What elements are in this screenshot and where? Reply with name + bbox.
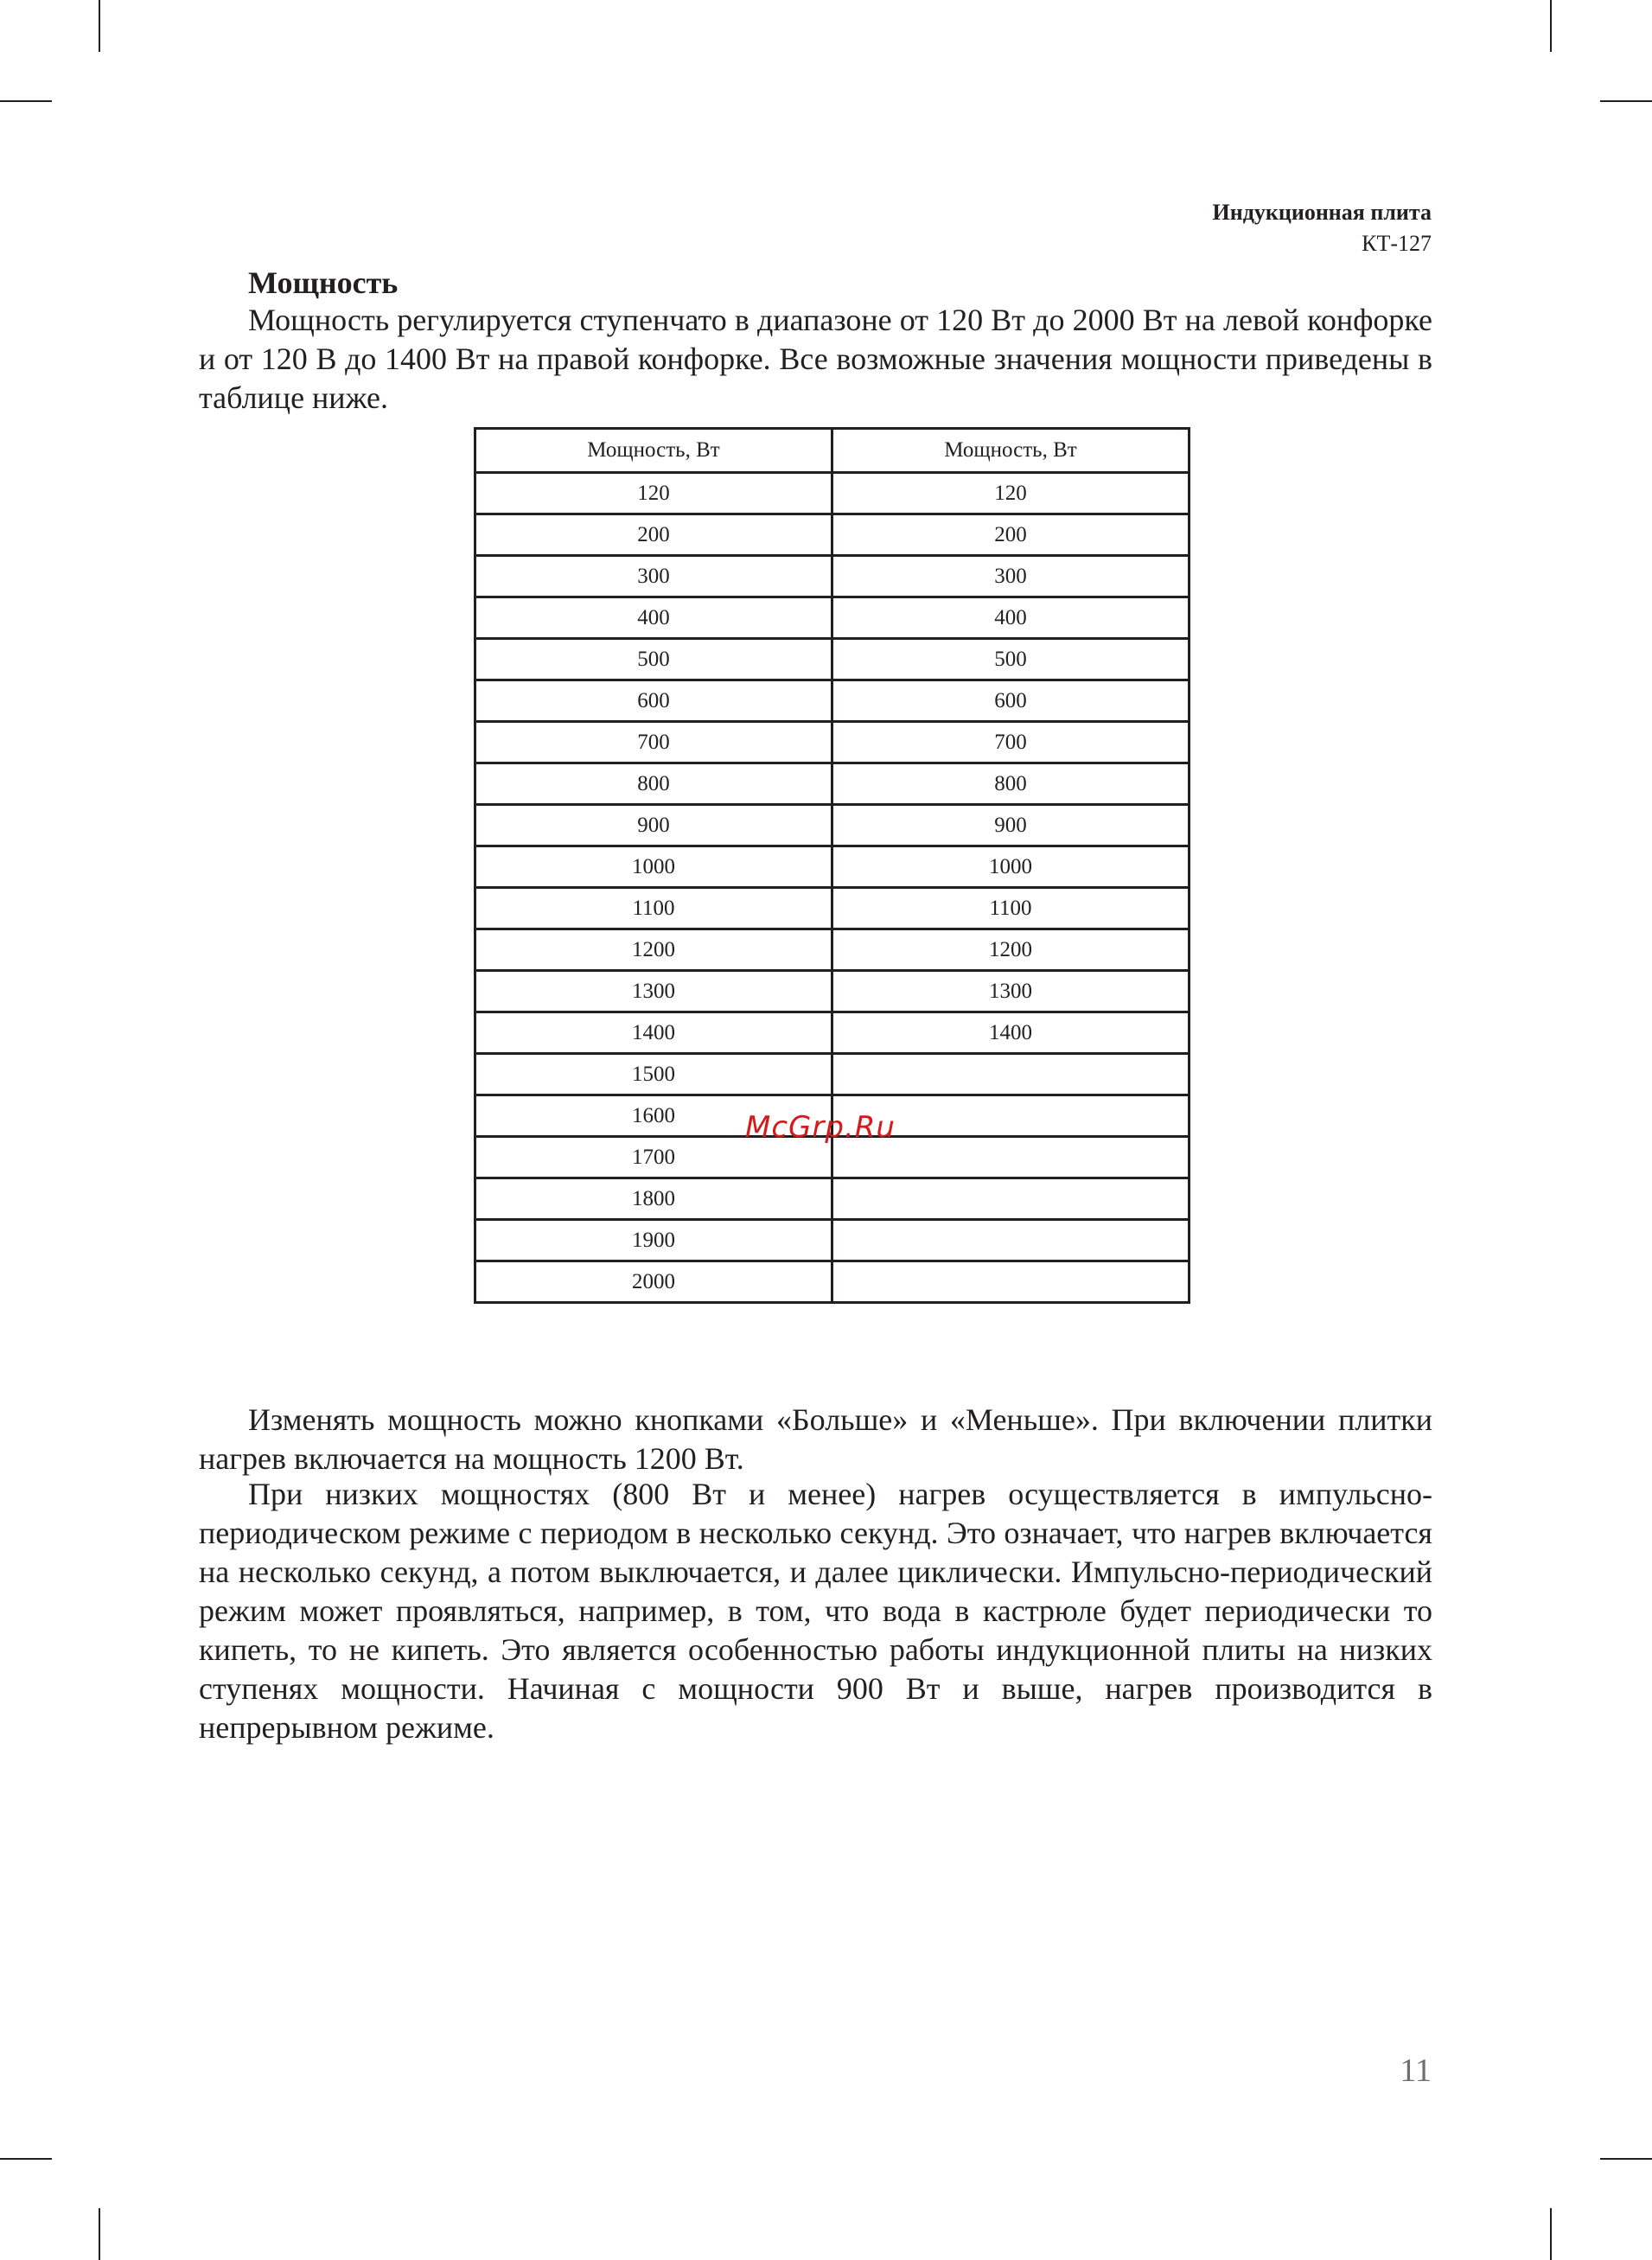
right-burner-power-cell: 700 [832,722,1190,763]
right-burner-power-cell: 500 [832,639,1190,680]
table-row [475,639,1190,680]
crop-mark [1550,0,1552,52]
crop-mark [99,2208,100,2260]
table-row [475,888,1190,929]
table-row [475,1012,1190,1054]
table-row [475,1054,1190,1095]
left-burner-power-cell: 300 [475,556,832,597]
left-burner-power-cell: 1700 [475,1137,832,1178]
right-burner-power-cell: 900 [832,805,1190,846]
crop-mark [1600,100,1652,102]
right-burner-power-cell: 300 [832,556,1190,597]
right-burner-power-cell: 400 [832,597,1190,639]
left-burner-power-cell: 1200 [475,929,832,971]
buttons-paragraph: Изменять мощность можно кнопками «Больше» и «Меньше». При включении плитки нагрев включается на мощность 1200 Вт. [199,1402,1432,1476]
crop-mark [99,0,100,52]
left-burner-power-cell: 1800 [475,1178,832,1220]
left-burner-power-cell: 400 [475,597,832,639]
table-row [475,680,1190,722]
running-header [1213,197,1432,259]
left-burner-power-cell: 1900 [475,1220,832,1261]
right-burner-power-cell: 1400 [832,1012,1190,1054]
table-row [475,805,1190,846]
table-row [475,846,1190,888]
right-burner-power-cell: 1100 [832,888,1190,929]
table-row [475,971,1190,1012]
page-number: 11 [1400,2053,1432,2089]
right-burner-power-cell: 1200 [832,929,1190,971]
right-burner-power-cell [832,1054,1190,1095]
table-row [475,556,1190,597]
watermark: McGrp.Ru [745,1110,896,1145]
left-burner-power-cell: 2000 [475,1261,832,1303]
right-burner-power-cell [832,1220,1190,1261]
left-burner-power-cell: 1100 [475,888,832,929]
table-row [475,1220,1190,1261]
section-heading: Мощность [248,265,399,300]
left-burner-power-cell: 800 [475,763,832,805]
right-burner-power-cell: 1000 [832,846,1190,888]
crop-mark [1600,2158,1652,2160]
power-table [474,427,1190,1304]
table-row [475,473,1190,514]
intro-paragraph: Мощность регулируется ступенчато в диапазоне от 120 Вт до 2000 Вт на левой конфорке и от 120 В до 1400 Вт на правой конфорке. Все возможные значения мощности приведены в таблице ниже. [199,303,1432,415]
right-burner-power-cell: 200 [832,514,1190,556]
left-burner-power-cell: 900 [475,805,832,846]
table-row [475,1261,1190,1303]
table-row [475,763,1190,805]
left-burner-power-cell: 1300 [475,971,832,1012]
header-model: КТ-127 [1362,231,1432,256]
column-header-left: Мощность, Вт [475,429,832,473]
crop-mark [0,100,52,102]
crop-mark [1550,2208,1552,2260]
left-burner-power-cell: 120 [475,473,832,514]
left-burner-power-cell: 200 [475,514,832,556]
right-burner-power-cell: 120 [832,473,1190,514]
crop-mark [0,2158,52,2160]
table-row [475,929,1190,971]
table-row [475,1178,1190,1220]
left-burner-power-cell: 500 [475,639,832,680]
left-burner-power-cell: 1600 [475,1095,832,1137]
left-burner-power-cell: 600 [475,680,832,722]
right-burner-power-cell: 1300 [832,971,1190,1012]
table-row [475,514,1190,556]
right-burner-power-cell [832,1261,1190,1303]
left-burner-power-cell: 1500 [475,1054,832,1095]
left-burner-power-cell: 1000 [475,846,832,888]
low-power-paragraph: При низких мощностях (800 Вт и менее) нагрев осуществляется в импульсно-периодическом режиме с периодом в несколько секунд. Это означает, что нагрев включается на несколько секунд, а потом выключается, и далее циклически. Импульсно-периодический режим может проявляться, например, в том, что вода в кастрюле будет периодически то кипеть, то не кипеть. Это является особенностью работы индукционной плиты на низких ступенях мощности. Начиная с мощности 900 Вт и выше, нагрев производится в непрерывном режиме. [199,1477,1432,1745]
table-header-row [475,429,1190,473]
right-burner-power-cell [832,1178,1190,1220]
left-burner-power-cell: 700 [475,722,832,763]
table-row [475,722,1190,763]
left-burner-power-cell: 1400 [475,1012,832,1054]
header-title: Индукционная плита [1212,200,1432,225]
right-burner-power-cell: 600 [832,680,1190,722]
table-row [475,597,1190,639]
right-burner-power-cell: 800 [832,763,1190,805]
column-header-right: Мощность, Вт [832,429,1190,473]
